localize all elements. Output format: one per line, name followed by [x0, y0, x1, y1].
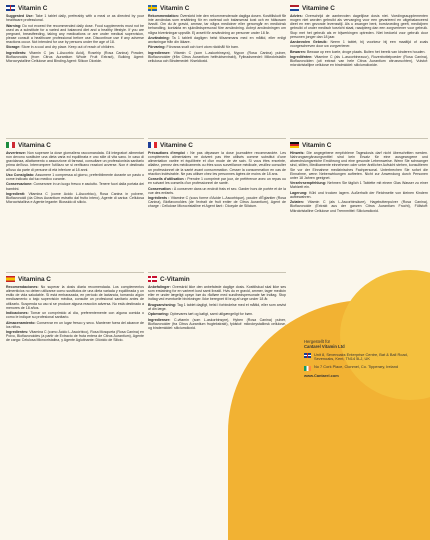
section-header — [6, 4, 144, 12]
label-warning: Advies: — [290, 14, 303, 18]
label-ingredients: Ingredienser: — [148, 50, 171, 55]
divider — [290, 138, 428, 139]
section-dutch — [290, 4, 428, 69]
text-storage: Bewaar op een koele, droge plaats. Buiten het bereik van kinderen houden. — [306, 49, 426, 54]
sweden-flag-icon — [148, 5, 157, 11]
text-warning: Överskrid inte den rekommenderade dagliga dosen. Kosttillskott får inte användas som ersättning för en varierad och balanserad kost och en hälsosam livsstil. Om du är gravid, ammar, tar några mediciner eller genomgår en medicinsk behandling, kontakta en sjukvårdspersonal före användning. Avbryt användningen om några biverkningar uppstår. Ej avsett för användning av personer under 18 år. — [148, 14, 286, 35]
divider — [148, 272, 286, 273]
section-title: Vitamin C — [302, 141, 332, 149]
label-ingredients: Ingredienser: — [148, 317, 171, 322]
text-suggested-use: Tag 1 tablet dagligt, helst i forbindelse med et måltid, eller som anvist af din læge. — [148, 302, 286, 311]
italy-flag-icon — [6, 142, 15, 148]
text-suggested-use: Neem 1 tablet, bij voorkeur bij een maaltijd of zoals voorgeschreven door uw zorgverlener. — [290, 40, 428, 49]
section-title: Vitamine C — [302, 4, 335, 12]
website-link[interactable]: www.Cantarel.com — [304, 372, 339, 378]
text-suggested-use: Assumere 1 compressa al giorno, preferibilmente durante un pasto o come indicato dal tuo medico curante. — [6, 172, 144, 182]
section-title: Vitamin C — [18, 4, 48, 12]
text-ingredients: Vitamin C (als L-Ascorbinsäure), Hagebuttenpulver (Rosa Canina), Bioflavonoide (Extrakt aus der ganzen Citrus Aurantium Frucht), Füllstoff: Mikrokristalline Cellulose und Trennmittel: Siliciumdioxid. — [290, 200, 428, 213]
section-title: Vitamina C — [18, 275, 51, 283]
label-storage: Almacenamiento: — [6, 320, 36, 325]
label-storage: Bewaren: — [290, 49, 306, 54]
label-storage: Förvaring: — [148, 45, 166, 50]
section-header — [290, 4, 428, 12]
label-storage: Conservazione: — [6, 182, 33, 187]
text-storage: Store in a cool and dry place. Keep out of reach of children. — [21, 45, 115, 50]
label-suggested-use: Verzehrsempfehlung: — [290, 181, 327, 186]
divider — [6, 138, 144, 139]
section-header — [148, 4, 286, 12]
label-ingredients: Ingrediënten: — [290, 54, 313, 59]
text-suggested-use: Tomar un comprimido al día, preferentemente con alguna comida o como le indique su profesional sanitario. — [6, 311, 145, 320]
section-italian — [6, 136, 144, 206]
ie-address-row — [304, 365, 419, 371]
label-storage: Conservation : — [148, 186, 173, 191]
uk-flag-icon — [304, 353, 311, 358]
netherlands-flag-icon — [290, 5, 299, 11]
label-warning: Warning: — [6, 23, 22, 28]
text-storage: À conserver dans un endroit frais et sec. Garder hors de portée et de la vue des enfants. — [148, 186, 286, 195]
text-warning: Overskrid ikke den anbefalede daglige dosis. Kosttilskud skal ikke ses som erstatning for en varieret kost samt livsstil. Hvis du er gravid, ammer, tager medicin eller er under lægeligt opsyn bør du rådføre med sundhedspersonale før indtag. Stop indtag ved eventuelle bivirkninger. Ikke beregnet til brug af unge under 18 år. — [148, 285, 286, 302]
text-warning: Non superare la dose giornaliera raccomandata. Gli integratori alimentari non devono sostituire una dieta varia ed equilibrata e uno stile di vita sano. In caso di gravidanza, allattamento o assunzione di farmaci, consultare un professionista sanitario prima dell'uso. Interrompere l'utilizzo se si verificano reazioni avverse. Non è destinato all'uso da parte di persone di età inferiore ai 18 anni. — [6, 151, 144, 172]
text-suggested-use: Nehmen Sie täglich 1 Tablette mit einem Glas Wasser zu einer Mahlzeit ein. — [290, 181, 428, 190]
text-ingredients: Vitamina C (come Acido L-Ascorbico), Rosa Canina in polvere, Bioflavonoidi (da Citrus Aurantium estratto dal frutto intero), Agente di carica: Cellulosa Microcristallina e Agente legante: Biossido di silicio. — [6, 191, 144, 205]
text-warning: No superar la dosis diaria recomendada. Los complementos alimenticios no deben utilizarse como sustitutos de una dieta variada y equilibrada y un estilo de vida saludable. Si está embarazada, en período de lactancia, tomando algún medicamento o bajo supervisión médica, consulte un profesional sanitario antes de utilizarlo. Suspenda su uso si se produce alguna reacción adversa. No está destinado a menores de 18 años. — [6, 285, 144, 310]
text-ingredients: Vitamina C (como Ácido L-Ascórbico), Rosa Mosqueta (Rosa Canina) en Polvo, Bioflavonoides (a partir de Extracto de fruta entera de Citrus Aurantium), Agente de carga: Celulosa Microcristalina, y Agente Aglutinante: Dióxido de Silicio. — [6, 330, 144, 343]
text-warning: Overschrijd de aanbevolen dagelijkse dosis niet. Voedingssupplementen mogen niet worden gebruikt als vervanging voor een gevarieerd en uitgebalanceerd dieet en een gezonde levensstijl. Als u zwanger bent, borstvoeding geeft, medicijnen gebruikt of onder medisch toezicht staat, raadpleeg dan een zorgverlener voor gebruik. Stop met het gebruik als er bijwerkingen optreden. Niet bedoeld voor gebruik door personen jonger dan 18 jaar. — [290, 14, 428, 39]
text-suggested-use: Ta 1 tablett dagligen helst tillsammans med en måltid, eller enligt anvisningar från din läkare. — [148, 35, 286, 45]
section-title: Vitamin C — [160, 4, 190, 12]
label-ingredients: Ingredientes: — [6, 330, 29, 335]
label-ingredients: Ingredients: — [6, 50, 27, 55]
denmark-flag-icon — [148, 276, 157, 282]
text-ingredients: Vitamin C (as L-Ascorbic Acid), Rosehip (Rosa Canina) Powder, Bioflavonoids (from Citrus Aurantium Whole Fruit Extract), Bulking Agent: Microcrystalline Cellulose and Binding Agent: Silicon Dioxide. — [6, 50, 144, 64]
label-storage: Lagerung: — [290, 190, 308, 195]
text-suggested-use: Take 1 tablet daily, preferably with a meal or as directed by your healthcare professional. — [6, 14, 144, 23]
text-warning: Die angegebene empfohlene Tagesdosis darf nicht überschritten werden. Nahrungsergänzungsmittel sind kein Ersatz für eine ausgewogene und abwechslungsreiche Ernährung und eine gesunde Lebensweise. Wenn Sie schwanger sind, stillen, Medikamente einnehmen oder unter ärztlicher Aufsicht stehen, konsultieren Sie vor der Einnahme medizinisches Fachpersonal. Unterbrechen Sie sofort die Einnahme, wenn Nebenwirkungen auftreten. Nicht zur Anwendung durch Personen unter 18 Jahren geeignet. — [290, 151, 429, 180]
label-suggested-use: Suggested Use: — [6, 14, 34, 18]
spain-flag-icon — [6, 276, 15, 282]
manufacturer-label: Hergestellt für — [304, 339, 331, 344]
divider — [148, 138, 286, 139]
text-storage: Conservare in un luogo fresco e asciutto. Tenere fuori dalla portata dei bambini. — [6, 182, 144, 191]
text-ingredients: Vitamin C (som L-askorbinsyra), Nypon (Rosa Canina) pulver, Bioflavonoider (från Citrus Aurantium helfruktsextrakt), Fyllnadsmedel: Mikrokristallin cellulosa och Bindemedel: Kiseldioxid. — [148, 50, 286, 64]
label-ingredients: Ingredienti: — [6, 191, 26, 196]
section-french — [148, 136, 286, 210]
section-title: Vitamina C — [18, 141, 51, 149]
uk-flag-icon — [6, 5, 15, 11]
germany-flag-icon — [290, 142, 299, 148]
label-warning: Recomendaciones: — [6, 285, 39, 289]
section-header — [6, 141, 144, 149]
section-english — [6, 4, 144, 64]
label-warning: Précautions d'emploi : — [148, 151, 189, 155]
label-suggested-use: Användning: — [148, 35, 170, 40]
text-ingredients: C-vitamin (som L-askorbinsyre), Hyben (Rosa Canina) pulver, Bioflavonoider (fra Citrus Aurantium frugtekstrakt), fyldstof: mikrokrystallinsk cellulose, og bindemiddel: siliciumdioxid. — [148, 317, 286, 330]
section-spanish — [6, 270, 144, 344]
label-warning: Rekommendation: — [148, 14, 179, 18]
section-header — [148, 141, 286, 149]
ie-address: No 7 Cork Place, Clonmel, Co. Tipperary, Ireland — [314, 364, 399, 370]
label-ingredients: Ingrédients : — [148, 196, 170, 201]
label-suggested-use: Brugsanvisning: — [148, 302, 176, 307]
uk-address-row — [304, 353, 419, 363]
section-header — [6, 275, 144, 283]
text-storage: Opbevares tørt og køligt, samt utilgængeligt for børn. — [169, 312, 254, 317]
section-title: Vitamine C — [160, 141, 193, 149]
france-flag-icon — [148, 142, 157, 148]
section-danish — [148, 270, 286, 331]
uk-address: Unit 8, Sevenoaks Enterprise Centre, Bat & Ball Road, Sevenoaks, Kent, TN14 5LJ, UK — [314, 351, 408, 362]
label-warning: Hinweis: — [290, 151, 305, 155]
text-warning: Ne pas dépasser la dose journalière recommandée. Les compléments alimentaires ne doivent pas être utilisés comme substitut d'une alimentation variée et équilibrée et d'un mode de vie sain. Si vous êtes enceinte, allaitez, prenez des médicaments ou êtes sous surveillance médicale, veuillez consulter un professionnel de la santé avant consommation. Cesser la consommation en cas de réaction indésirable. Ne pas utiliser chez les personnes âgées de moins de 18 ans. — [148, 151, 286, 176]
manufacturer-name: Cantarel Vitamin Ltd — [304, 343, 345, 349]
text-ingredients: Vitamine C (als L-ascorbinezuur), Rozenbottelpoeder (Rosa Canina), Bioflavonoïden (uit extract van hele Citrus Aurantium citrusvruchten), Vulstof: microkristallijne cellulose en bindmiddel: siliciumdioxide. — [290, 54, 428, 68]
text-storage: Förvaras svalt och torrt utom räckhåll för barn. — [166, 45, 240, 50]
divider — [6, 272, 144, 273]
label-storage: Opbevaring: — [148, 312, 169, 317]
label-suggested-use: Uso Consigliato: — [6, 172, 35, 177]
section-header — [290, 141, 428, 149]
section-swedish — [148, 4, 286, 64]
text-suggested-use: Prendre 1 comprimé par jour, de préférence avec un repas ou en suivant les conseils d'un professionnel de santé. — [148, 177, 286, 186]
text-ingredients: Vitamine C (sous forme d'Acide L-Ascorbique), poudre d'Églantier (Rosa Canina), Bioflavonoïdes (de l'extrait de fruit entier de Citrus Aurantium), Agent de charge : Cellulose Microcristalline et Agent liant : Dioxyde de Silicium. — [148, 196, 286, 209]
ireland-flag-icon — [304, 366, 311, 371]
label-warning: Avvertenze: — [6, 151, 26, 155]
section-header — [148, 275, 286, 283]
label-ingredients: Zutaten: — [290, 200, 304, 205]
label-storage: Storage: — [6, 45, 21, 50]
manufacturer-info — [304, 340, 419, 378]
text-storage: Kühl und trocken lagern. Außerhalb der Reichweite von kleinen Kindern aufbewahren. — [290, 190, 428, 199]
text-storage: Conservar en un lugar fresco y seco. Mantener fuera del alcance de los niños. — [6, 320, 144, 329]
label-suggested-use: Conseils d'utilisation : — [148, 177, 187, 182]
label-suggested-use: Indicaciones: — [6, 311, 29, 316]
text-warning: Do not exceed the recommended daily dose. Food supplements must not be used as a substitute for a varied and balanced diet and a healthy lifestyle. If you are pregnant, breastfeeding, taking any medications or are under medical supervision, please consult a healthcare professional before use. Discontinue use if any adverse reactions occur. Not intended for use by persons under the age of 18. — [6, 23, 144, 45]
section-title: C-Vitamin — [160, 275, 190, 283]
label-suggested-use: Aanbevolen Gebruik: — [290, 40, 328, 45]
label-warning: Anbefalinger: — [148, 285, 171, 289]
section-german — [290, 136, 428, 214]
